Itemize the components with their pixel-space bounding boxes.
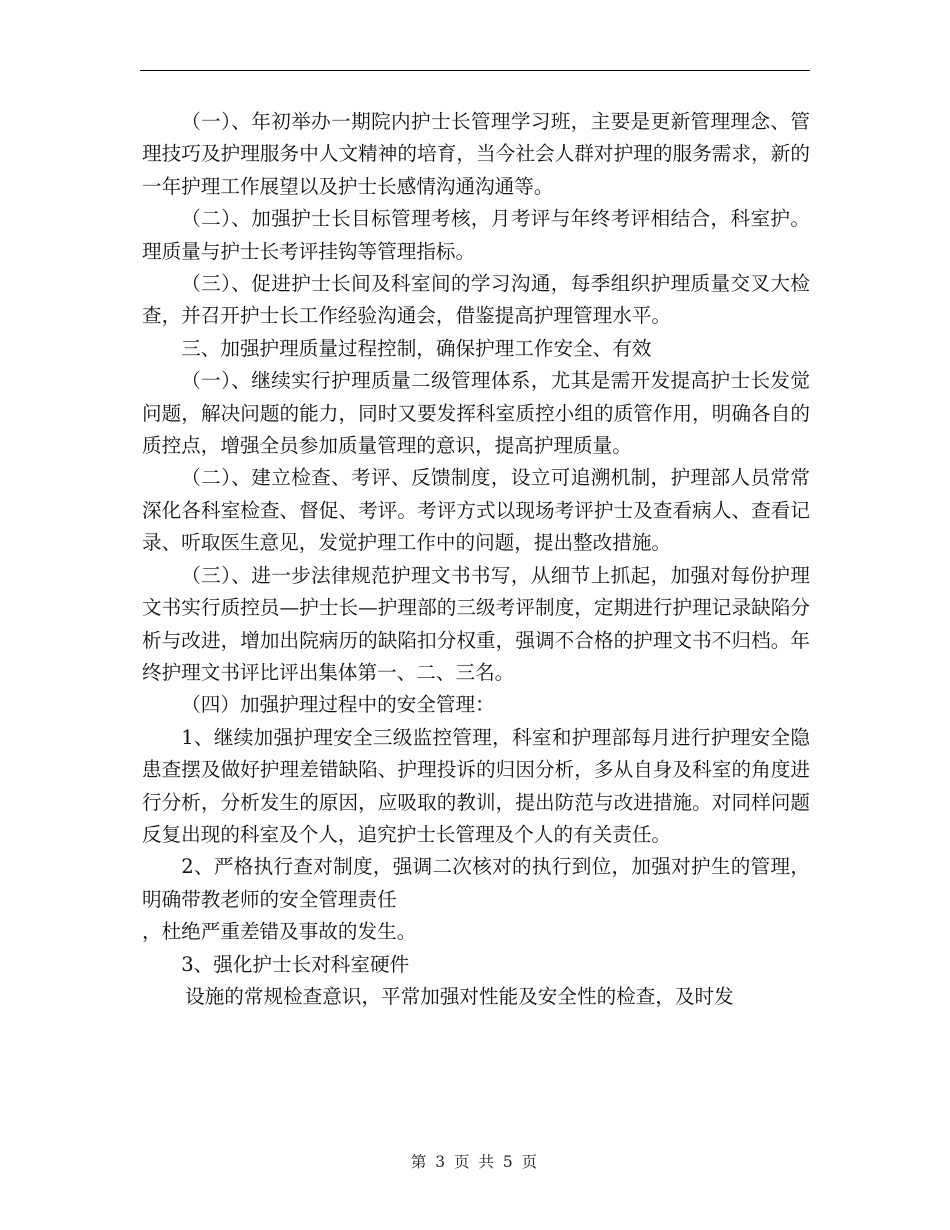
paragraph-9-continuation: 设施的常规检查意识，平常加强对性能及安全性的检查，及时发 [185, 984, 734, 1008]
header-rule [140, 70, 810, 71]
paragraph-4: （一）、继续实行护理质量二级管理体系，尤其是需开发提高护士长发觉问题，解决问题的能力，同时又要发挥科室质控小组的质管作用，明确各自的质控点，增强全员参加质量管理的意识，提高护理质量。 [142, 369, 810, 458]
paragraph-7: 1、继续加强护理安全三级监控管理，科室和护理部每月进行护理安全隐患查摆及做好护理差错缺陷、护理投诉的归因分析，多从自身及科室的角度进行分析，分析发生的原因，应吸取的教训，提出防范与改进措施。对同样问题反复出现的科室及个人，追究护士长管理及个人的有关责任。 [142, 725, 810, 846]
subheading-safety: （四）加强护理过程中的安全管理： [181, 693, 495, 717]
paragraph-6: （三）、进一步法律规范护理文书书写，从细节上抓起，加强对每份护理文书实行质控员—护士长—护理部的三级考评制度，定期进行护理记录缺陷分析与改进，增加出院病历的缺陷扣分权重，强调不合格的护理文书不归档。年终护理文书评比评出集体第一、二、三名。 [142, 563, 810, 684]
paragraph-9: 3、强化护士长对科室硬件 [181, 952, 410, 976]
paragraph-1: （一）、年初举办一期院内护士长管理学习班，主要是更新管理理念、管理技巧及护理服务中人文精神的培育，当今社会人群对护理的服务需求，新的一年护理工作展望以及护士长感情沟通沟通等。 [142, 110, 810, 198]
paragraph-8: 2、严格执行查对制度，强调二次核对的执行到位，加强对护生的管理，明确带教老师的安全管理责任 [142, 855, 810, 911]
section-heading-3: 三、加强护理质量过程控制，确保护理工作安全、有效 [181, 336, 652, 360]
paragraph-3: （三）、促进护士长间及科室间的学习沟通，每季组织护理质量交叉大检查，并召开护士长工作经验沟通会，借鉴提高护理管理水平。 [142, 272, 810, 328]
paragraph-5: （二）、建立检查、考评、反馈制度，设立可追溯机制，护理部人员常常深化各科室检查、督促、考评。考评方式以现场考评护士及查看病人、查看记录、听取医生意见，发觉护理工作中的问题，提出整改措施。 [142, 466, 810, 555]
document-body [142, 106, 810, 1013]
paragraph-2: （二）、加强护士长目标管理考核，月考评与年终考评相结合，科室护。理质量与护士长考评挂钩等管理指标。 [142, 207, 810, 263]
page-number-footer: 第 3 页 共 5 页 [410, 1153, 540, 1171]
paragraph-8-continuation: ，杜绝严重差错及事故的发生。 [142, 920, 417, 944]
